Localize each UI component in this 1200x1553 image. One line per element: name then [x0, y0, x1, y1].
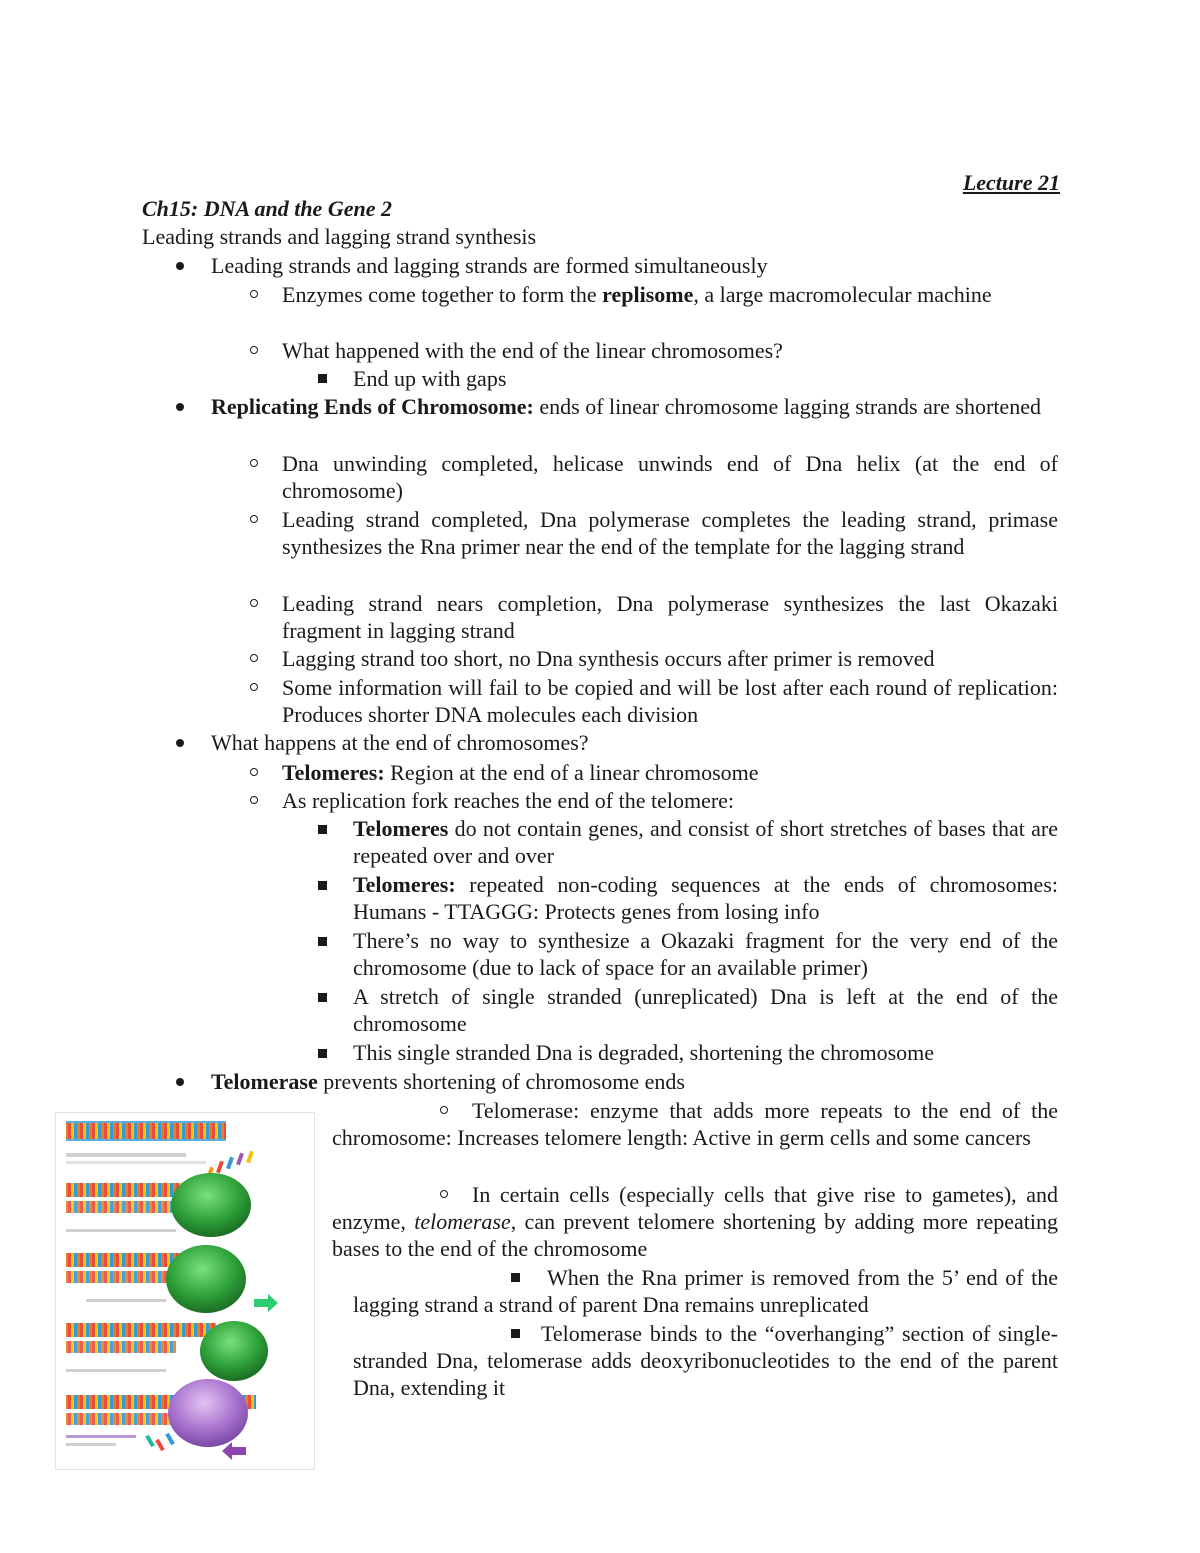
- enzyme-green: [166, 1245, 246, 1313]
- chapter-title: Ch15: DNA and the Gene 2: [142, 196, 392, 221]
- bullet-circle: [250, 683, 258, 691]
- bullet-text: Telomerase prevents shortening of chromosome ends: [211, 1069, 685, 1094]
- bullet-dot: [176, 1078, 184, 1086]
- bullet-text: Some information will fail to be copied and will be lost after each round of replication: Produces shorter DNA molecules each division: [282, 675, 1058, 727]
- bullet-text: In certain cells (especially cells that give rise to gametes), and enzyme, telomerase, can prevent telomere shortening by adding more repeating bases to the end of the chromosome: [332, 1182, 1058, 1261]
- lecture-number: Lecture 21: [962, 170, 1060, 195]
- bullet-circle: [250, 346, 258, 354]
- arrow-left-icon: [222, 1442, 246, 1460]
- bullet-text: What happens at the end of chromosomes?: [211, 730, 589, 755]
- bullet-text: Lagging strand too short, no Dna synthesis occurs after primer is removed: [282, 646, 935, 671]
- bullet-square: [318, 374, 327, 383]
- telomerase-diagram: [56, 1113, 314, 1469]
- bullet-text: Leading strand nears completion, Dna polymerase synthesizes the last Okazaki fragment in lagging strand: [282, 591, 1058, 643]
- telomerase-enzyme: [168, 1379, 248, 1447]
- bullet-circle: [250, 515, 258, 523]
- bullet-text: Telomeres: repeated non-coding sequences at the ends of chromosomes: Humans - TTAGGG: Protects genes from losing info: [353, 872, 1058, 924]
- bullet-text: Telomeres do not contain genes, and consist of short stretches of bases that are repeated over and over: [353, 816, 1058, 868]
- enzyme-green: [200, 1321, 268, 1381]
- bullet-square: [318, 1049, 327, 1058]
- section-title: Leading strands and lagging strand synthesis: [142, 224, 537, 249]
- bullet-dot: [176, 403, 184, 411]
- bullet-text: A stretch of single stranded (unreplicated) Dna is left at the end of the chromosome: [353, 984, 1058, 1036]
- bullet-text: Telomerase binds to the “overhanging” section of single-stranded Dna, telomerase adds deoxyribonucleotides to the end of the parent Dna, extending it: [353, 1321, 1058, 1400]
- bullet-text: Telomerase: enzyme that adds more repeats to the end of the chromosome: Increases telomere length: Active in germ cells and some cancers: [332, 1098, 1058, 1150]
- bullet-text: Leading strand completed, Dna polymerase completes the leading strand, primase synthesizes the Rna primer near the end of the template for the lagging strand: [282, 507, 1058, 559]
- bullet-square: [318, 937, 327, 946]
- bullet-text: Telomeres: Region at the end of a linear chromosome: [282, 760, 759, 785]
- bullet-text: When the Rna primer is removed from the 5’ end of the lagging strand a strand of parent Dna remains unreplicated: [353, 1265, 1058, 1317]
- bullet-circle: [250, 768, 258, 776]
- bullet-text: Leading strands and lagging strands are formed simultaneously: [211, 253, 768, 278]
- dna-strand: [66, 1323, 216, 1337]
- telomerase-figure: [55, 1112, 315, 1470]
- bullet-text: What happened with the end of the linear chromosomes?: [282, 338, 783, 363]
- nucleotides: [145, 1433, 174, 1451]
- bullet-dot: [176, 262, 184, 270]
- bullet-text: Replicating Ends of Chromosome: ends of linear chromosome lagging strands are shortened: [211, 394, 1041, 419]
- bullet-dot: [176, 739, 184, 747]
- bullet-square: [318, 881, 327, 890]
- dna-strand: [66, 1123, 226, 1139]
- bullet-text: End up with gaps: [353, 366, 507, 391]
- bullet-circle: [250, 290, 258, 298]
- arrow-right-icon: [254, 1294, 278, 1312]
- bullet-circle: [250, 459, 258, 467]
- bullet-text: Dna unwinding completed, helicase unwinds end of Dna helix (at the end of chromosome): [282, 451, 1058, 503]
- bullet-text: This single stranded Dna is degraded, shortening the chromosome: [353, 1040, 935, 1065]
- bullet-square: [318, 993, 327, 1002]
- bullet-text: There’s no way to synthesize a Okazaki fragment for the very end of the chromosome (due to lack of space for an available primer): [353, 928, 1058, 980]
- bullet-circle: [250, 599, 258, 607]
- enzyme-green: [171, 1173, 251, 1237]
- bullet-circle: [250, 796, 258, 804]
- bullet-square: [318, 825, 327, 834]
- bullet-circle: [250, 654, 258, 662]
- bullet-text: Enzymes come together to form the replisome, a large macromolecular machine: [282, 282, 992, 307]
- bullet-text: As replication fork reaches the end of the telomere:: [282, 788, 735, 813]
